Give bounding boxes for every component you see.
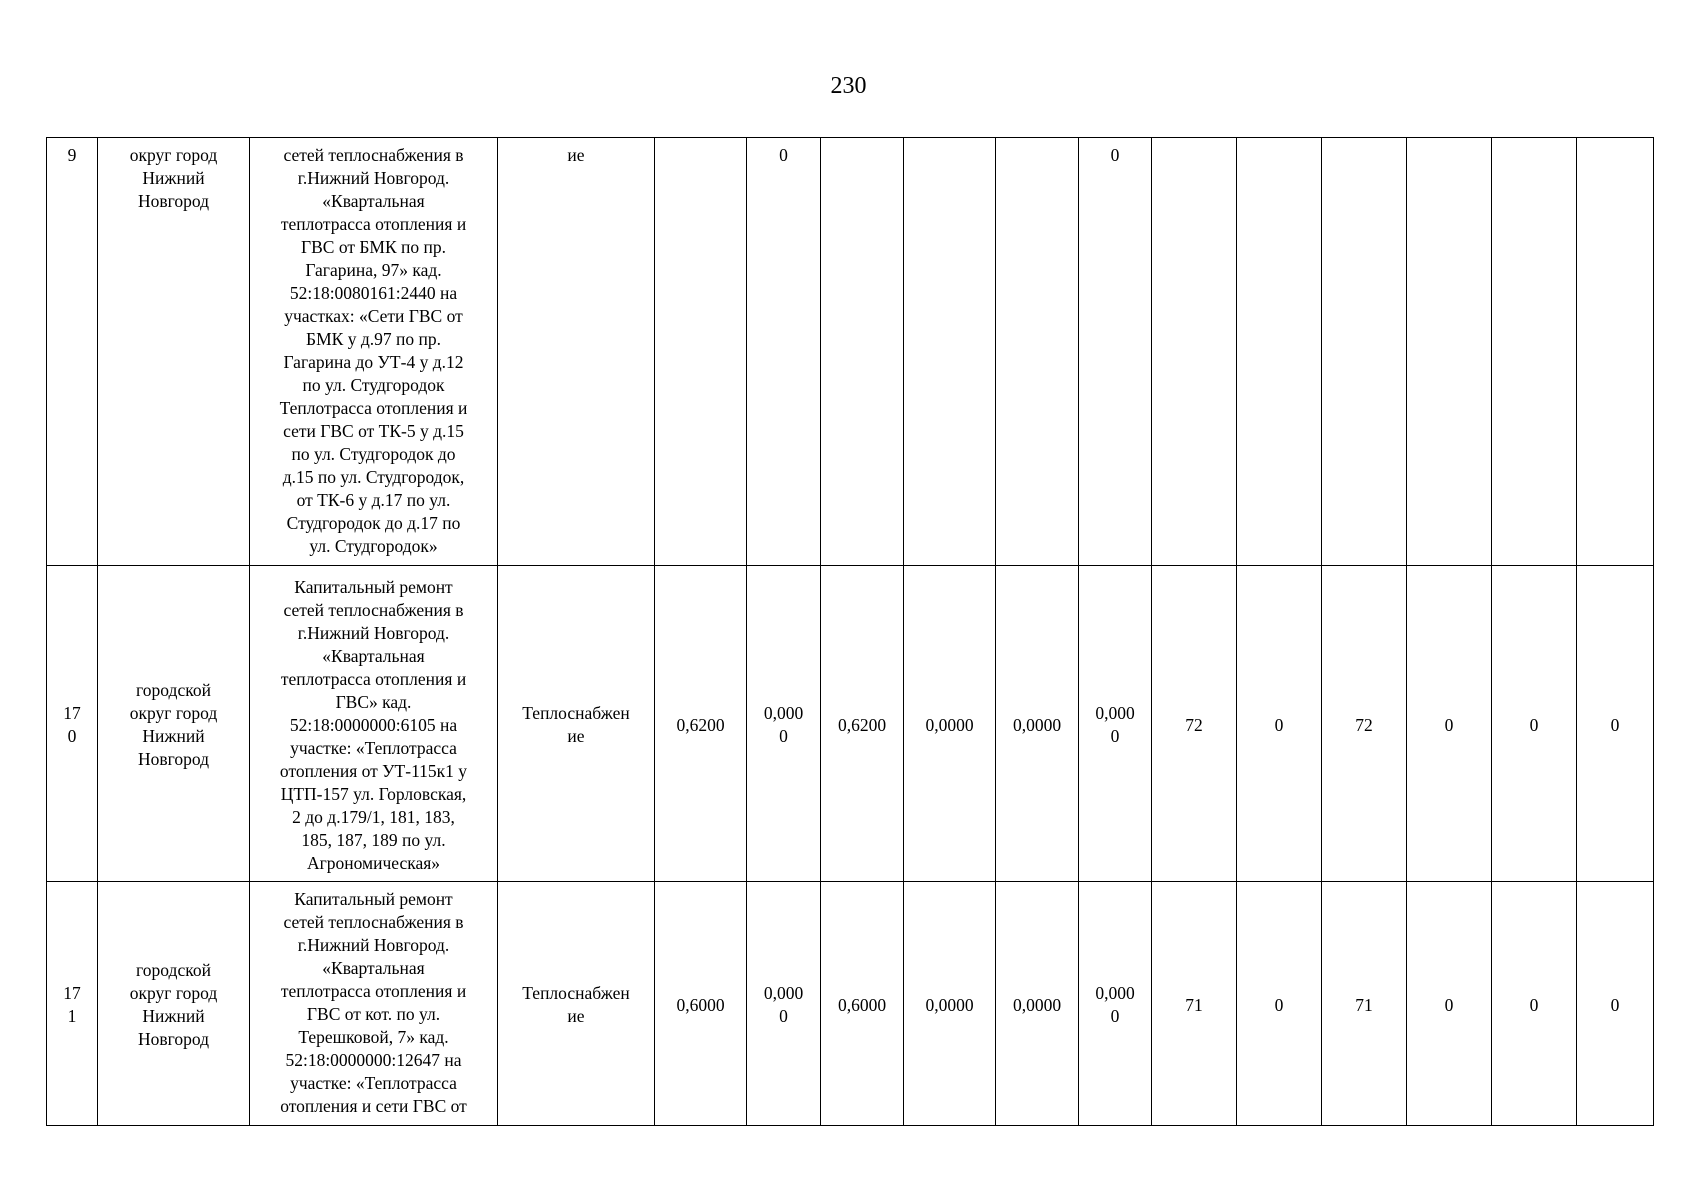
cell-line: ГВС от кот. по ул. bbox=[306, 1004, 441, 1024]
cell-line: 0 bbox=[1110, 145, 1120, 165]
cell-line: Теплотрасса отопления и bbox=[279, 398, 468, 418]
cell-line: Капитальный ремонт bbox=[294, 576, 453, 597]
cell-line: ЦТП-157 ул. Горловская, bbox=[280, 783, 467, 804]
cell-line: Новгород bbox=[137, 749, 210, 769]
cell-line: 0,000 bbox=[1095, 703, 1135, 723]
cell-value-6 bbox=[1079, 566, 1152, 882]
cell-line: Теплоснабжен bbox=[522, 983, 630, 1003]
data-table bbox=[46, 137, 1654, 1126]
table-row bbox=[47, 566, 1654, 882]
cell-line: теплотрасса отопления и bbox=[280, 668, 467, 689]
cell-line: округ город bbox=[129, 703, 218, 723]
cell-line: 0 bbox=[1110, 1006, 1120, 1026]
cell-line: ие bbox=[567, 145, 585, 165]
cell-line: 1 bbox=[67, 1006, 77, 1026]
cell-line: Агрономическая» bbox=[306, 852, 441, 873]
cell-line: «Квартальная bbox=[322, 958, 425, 978]
cell-line: 9 bbox=[67, 145, 77, 165]
cell-line: Теплоснабжен bbox=[522, 703, 630, 723]
cell-line: 0,0000 bbox=[1012, 994, 1062, 1015]
cell-line: 0 bbox=[67, 726, 77, 746]
cell-value-6 bbox=[1079, 882, 1152, 1126]
cell-line: участках: «Сети ГВС от bbox=[284, 306, 463, 326]
cell-line: по ул. Студгородок до bbox=[291, 444, 456, 464]
cell-value-5 bbox=[996, 138, 1079, 566]
cell-count-4 bbox=[1407, 138, 1492, 566]
cell-description bbox=[250, 882, 498, 1126]
cell-line: 0,6000 bbox=[676, 994, 725, 1015]
cell-line: ул. Студгородок» bbox=[309, 536, 438, 556]
cell-type bbox=[498, 138, 655, 566]
cell-line: г.Нижний Новгород. bbox=[297, 935, 450, 955]
table-row bbox=[47, 138, 1654, 566]
cell-municipality bbox=[98, 566, 250, 882]
cell-description bbox=[250, 138, 498, 566]
cell-line: 0 bbox=[779, 1006, 788, 1026]
cell-line: от ТК-6 у д.17 по ул. bbox=[296, 490, 451, 510]
cell-count-1: 71 bbox=[1152, 882, 1237, 1126]
cell-municipality bbox=[98, 882, 250, 1126]
cell-line: 52:18:0080161:2440 на bbox=[289, 283, 458, 303]
cell-count-2 bbox=[1237, 138, 1322, 566]
cell-line: БМК у д.97 по пр. bbox=[306, 329, 441, 349]
cell-line: 0 bbox=[779, 145, 788, 165]
cell-line: по ул. Студгородок bbox=[302, 375, 445, 395]
cell-line: 0,000 bbox=[763, 983, 804, 1003]
cell-line: теплотрасса отопления и bbox=[280, 981, 467, 1001]
cell-line: ГВС от БМК по пр. bbox=[300, 237, 447, 257]
cell-line: участке: «Теплотрасса bbox=[290, 1073, 457, 1093]
cell-line: 0,000 bbox=[1095, 983, 1135, 1003]
table-row bbox=[47, 882, 1654, 1126]
cell-line: г.Нижний Новгород. bbox=[297, 622, 450, 643]
cell-count-2: 0 bbox=[1237, 882, 1322, 1126]
cell-line: ГВС» кад. bbox=[335, 691, 412, 712]
cell-count-3 bbox=[1322, 138, 1407, 566]
cell-count-5 bbox=[1492, 138, 1577, 566]
cell-line: 0,0000 bbox=[925, 714, 974, 735]
cell-line: отопления от УТ-115к1 у bbox=[279, 760, 468, 781]
cell-line: участке: «Теплотрасса bbox=[290, 737, 457, 758]
cell-line: Гагарина, 97» кад. bbox=[305, 260, 442, 280]
cell-count-1 bbox=[1152, 138, 1237, 566]
cell-line: 17 bbox=[63, 703, 81, 723]
cell-line: сетей теплоснабжения в bbox=[283, 912, 464, 932]
cell-value-3 bbox=[821, 882, 904, 1126]
cell-row-number bbox=[47, 138, 98, 566]
cell-count-4: 0 bbox=[1407, 566, 1492, 882]
cell-row-number bbox=[47, 566, 98, 882]
cell-municipality bbox=[98, 138, 250, 566]
cell-line: 0,6200 bbox=[676, 714, 725, 735]
cell-count-6: 0 bbox=[1577, 566, 1654, 882]
cell-count-3: 71 bbox=[1322, 882, 1407, 1126]
cell-line: Нижний bbox=[142, 1006, 205, 1026]
cell-line: Студгородок до д.17 по bbox=[286, 513, 461, 533]
cell-line: ие bbox=[567, 1006, 585, 1026]
cell-value-4 bbox=[904, 566, 996, 882]
cell-count-2: 0 bbox=[1237, 566, 1322, 882]
cell-line: Нижний bbox=[142, 168, 205, 188]
cell-value-5 bbox=[996, 566, 1079, 882]
cell-value-2 bbox=[747, 566, 821, 882]
cell-value-3 bbox=[821, 138, 904, 566]
cell-line: теплотрасса отопления и bbox=[280, 214, 467, 234]
cell-row-number bbox=[47, 882, 98, 1126]
cell-line: сети ГВС от ТК-5 у д.15 bbox=[283, 421, 464, 441]
cell-value-4 bbox=[904, 882, 996, 1126]
cell-value-1 bbox=[655, 138, 747, 566]
cell-value-2 bbox=[747, 138, 821, 566]
cell-line: 0 bbox=[1110, 726, 1120, 746]
cell-line: ие bbox=[567, 726, 585, 746]
cell-line: 0 bbox=[779, 726, 788, 746]
cell-line: 52:18:0000000:12647 на bbox=[285, 1050, 462, 1070]
cell-line: отопления и сети ГВС от bbox=[280, 1096, 467, 1116]
cell-line: сетей теплоснабжения в bbox=[283, 599, 464, 620]
cell-line: «Квартальная bbox=[322, 645, 425, 666]
cell-value-1 bbox=[655, 882, 747, 1126]
cell-line: городской bbox=[136, 960, 211, 980]
cell-line: 52:18:0000000:6105 на bbox=[289, 714, 458, 735]
cell-line: Новгород bbox=[137, 191, 210, 211]
page-number: 230 bbox=[830, 73, 867, 99]
cell-count-6: 0 bbox=[1577, 882, 1654, 1126]
cell-line: 0,6000 bbox=[837, 994, 887, 1015]
cell-line: д.15 по ул. Студгородок, bbox=[282, 467, 465, 487]
cell-count-3: 72 bbox=[1322, 566, 1407, 882]
cell-line: Терешковой, 7» кад. bbox=[298, 1027, 449, 1047]
cell-line: Капитальный ремонт bbox=[294, 889, 453, 909]
cell-value-4 bbox=[904, 138, 996, 566]
cell-line: Новгород bbox=[137, 1029, 210, 1049]
cell-count-4: 0 bbox=[1407, 882, 1492, 1126]
cell-line: 2 до д.179/1, 181, 183, bbox=[292, 806, 455, 827]
cell-count-6 bbox=[1577, 138, 1654, 566]
cell-value-1 bbox=[655, 566, 747, 882]
cell-line: 0,0000 bbox=[925, 994, 974, 1015]
cell-line: г.Нижний Новгород. bbox=[297, 168, 450, 188]
cell-line: 185, 187, 189 по ул. bbox=[301, 829, 446, 850]
cell-line: округ город bbox=[129, 145, 218, 165]
cell-count-5: 0 bbox=[1492, 882, 1577, 1126]
cell-value-6 bbox=[1079, 138, 1152, 566]
cell-line: Гагарина до УТ-4 у д.12 bbox=[283, 352, 464, 372]
cell-value-2 bbox=[747, 882, 821, 1126]
cell-type bbox=[498, 882, 655, 1126]
cell-line: 0,6200 bbox=[837, 714, 887, 735]
cell-line: округ город bbox=[129, 983, 218, 1003]
cell-line: Нижний bbox=[142, 726, 205, 746]
cell-type bbox=[498, 566, 655, 882]
cell-line: сетей теплоснабжения в bbox=[283, 145, 464, 165]
cell-line: городской bbox=[136, 680, 211, 700]
cell-count-1: 72 bbox=[1152, 566, 1237, 882]
cell-description bbox=[250, 566, 498, 882]
cell-line: 0,0000 bbox=[1012, 714, 1062, 735]
cell-line: «Квартальная bbox=[322, 191, 425, 211]
cell-line: 0,000 bbox=[763, 703, 804, 723]
cell-value-3 bbox=[821, 566, 904, 882]
cell-line: 17 bbox=[63, 983, 81, 1003]
cell-count-5: 0 bbox=[1492, 566, 1577, 882]
cell-value-5 bbox=[996, 882, 1079, 1126]
